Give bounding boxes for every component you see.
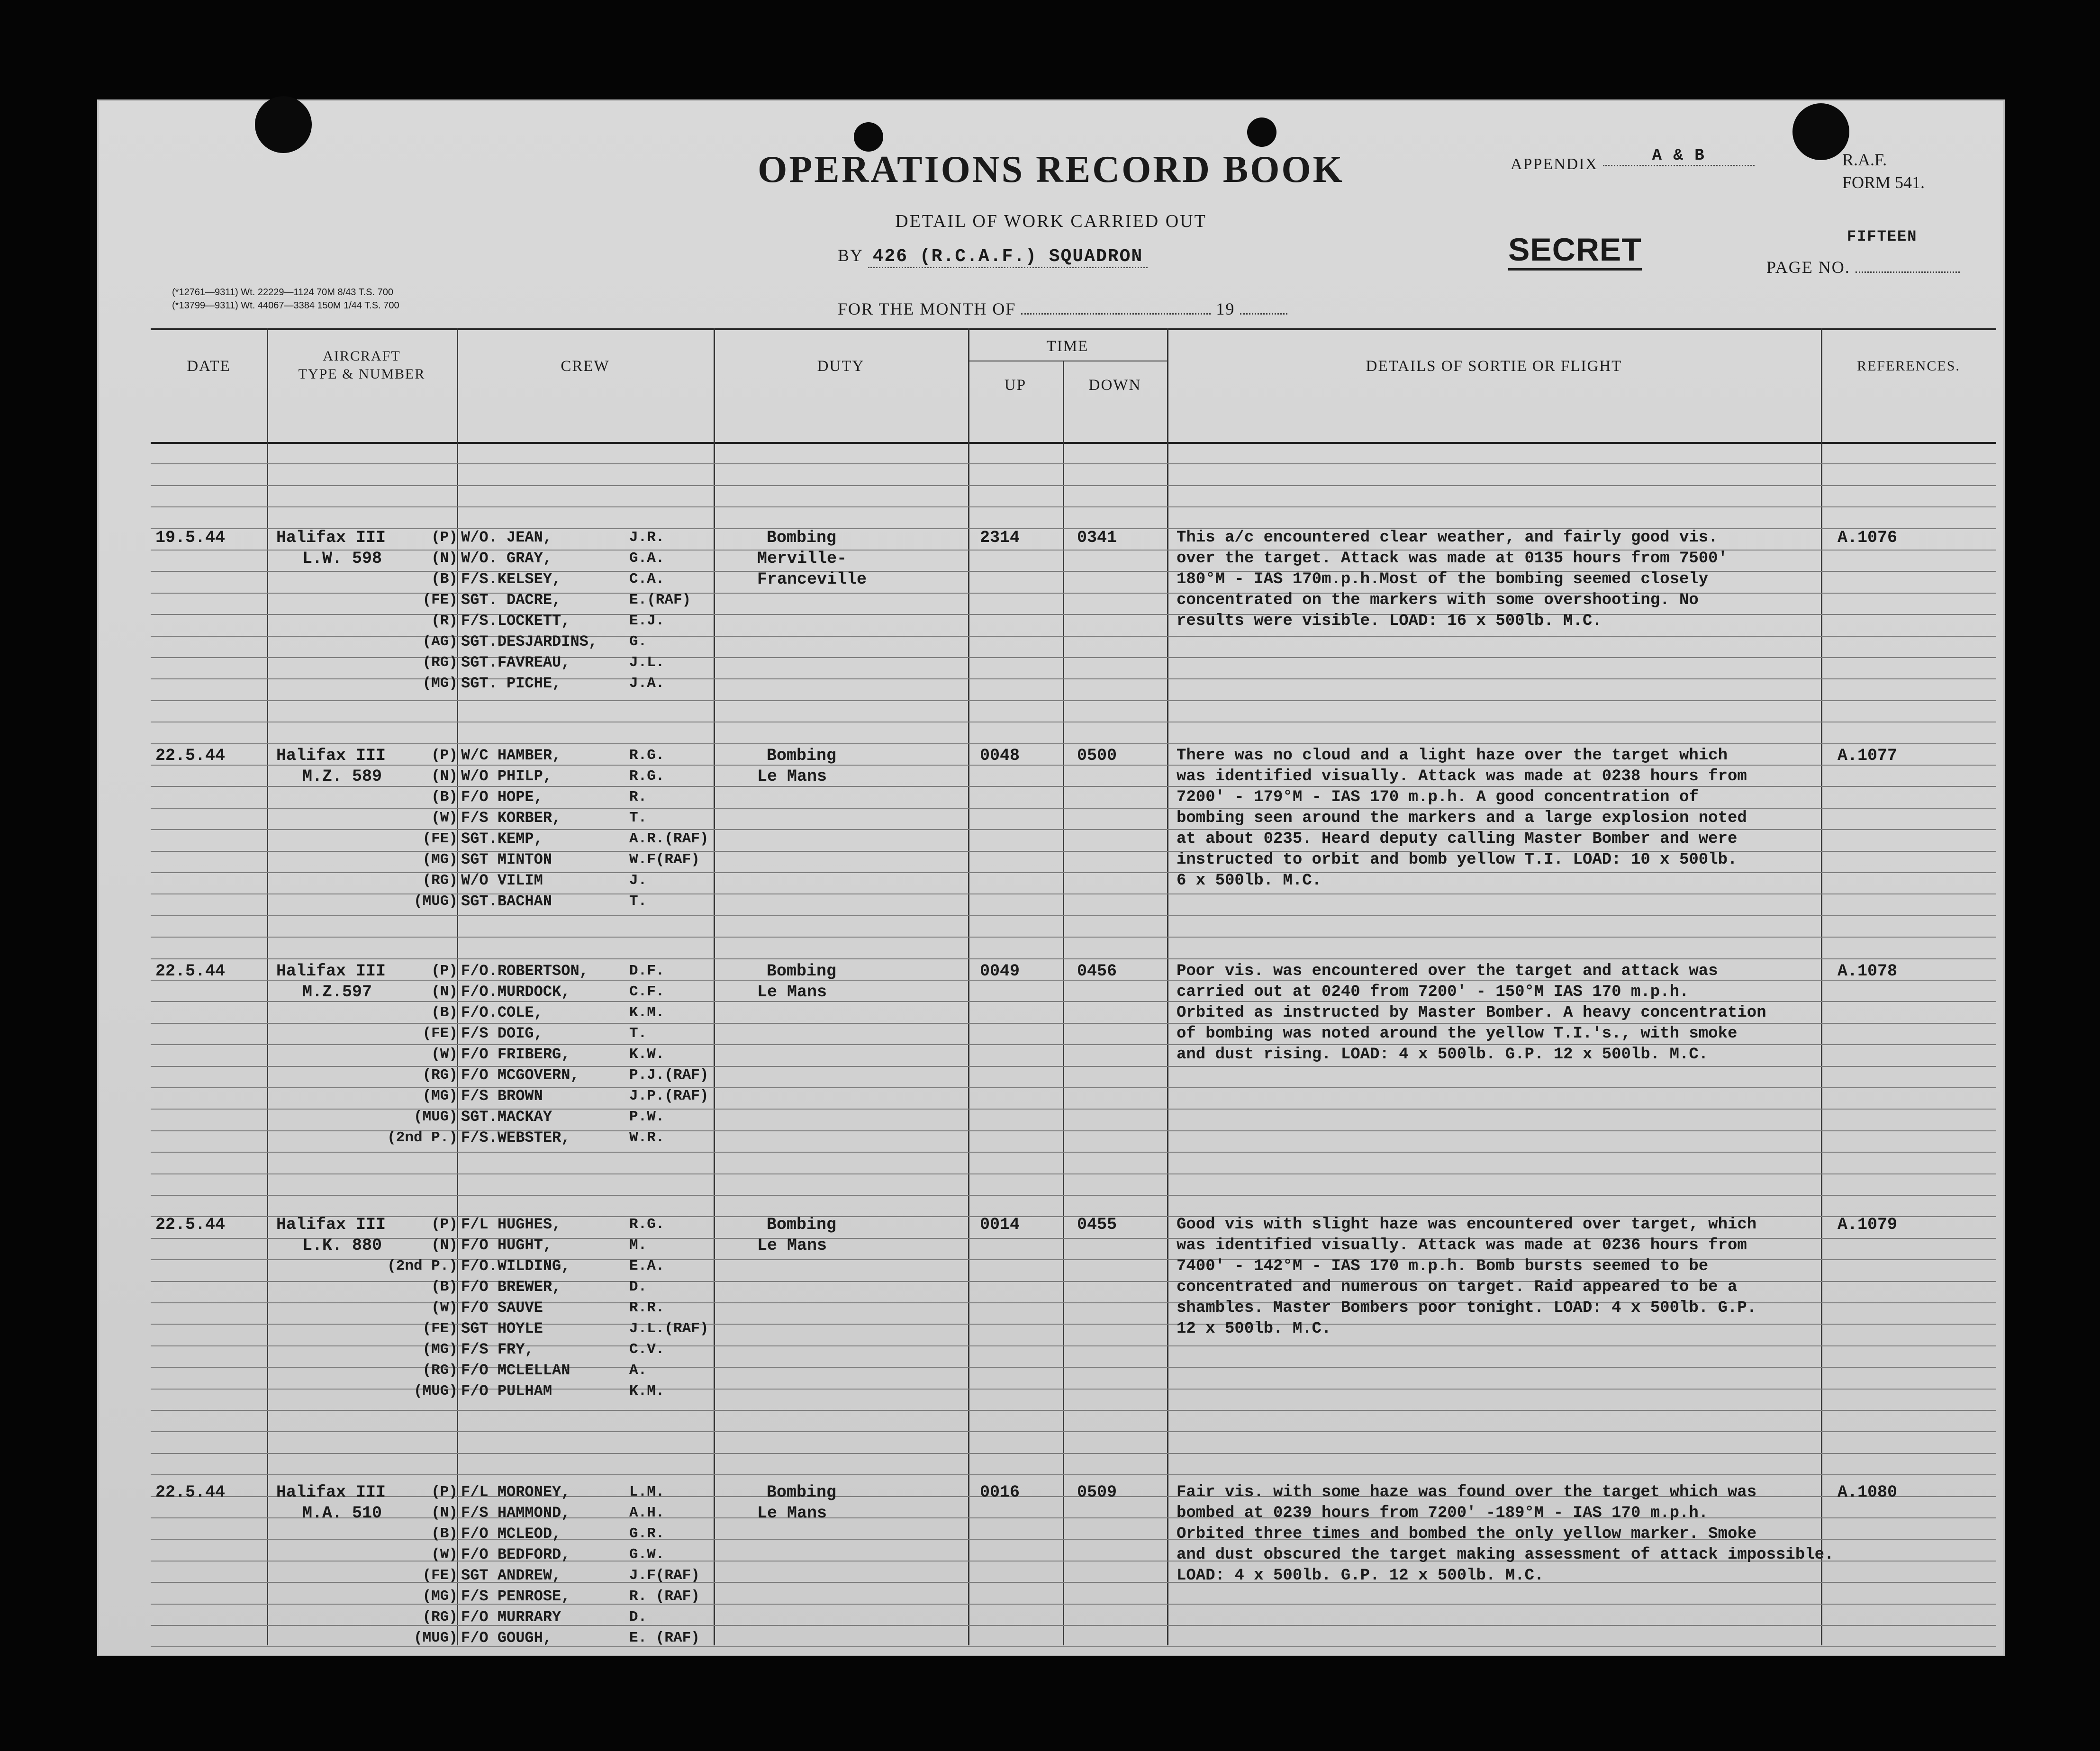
ruled-line [151,1431,1996,1432]
page-number-blank [1856,271,1960,273]
crew-initials: D. [629,1279,647,1295]
crew-role: (W) [431,1046,458,1063]
crew-role: (N) [431,768,458,785]
crew-initials: K.W. [629,1046,665,1063]
crew-initials: D.F. [629,963,665,979]
crew-initials: M. [629,1237,647,1254]
crew-name: F/O MURRARY [461,1608,561,1626]
crew-name: F/L HUGHES, [461,1216,561,1233]
form-raf: R.A.F. [1842,150,1887,169]
crew-role: (2nd P.) [387,1129,458,1146]
aircraft-type: Halifax III [276,528,386,547]
crew-role: (AG) [422,633,458,650]
appendix-value: A & B [1603,147,1755,166]
crew-role: (MG) [422,1588,458,1605]
ruled-line [151,1195,1996,1196]
time-up: 0048 [980,746,1020,765]
crew-initials: P.W. [629,1109,665,1125]
binder-hole-left [255,96,312,153]
crew-name: F/S PENROSE, [461,1588,570,1605]
sortie-detail-line: at about 0235. Heard deputy calling Master Bomber and were [1177,830,1738,848]
printer-imprint [172,286,399,312]
sortie-detail-line: over the target. Attack was made at 0135 hours from 7500' [1177,550,1728,568]
down-header: DOWN [1088,377,1141,394]
crew-initials: K.M. [629,1004,665,1021]
crew-name: F/O BEDFORD, [461,1546,570,1563]
reference-number: A.1078 [1838,962,1898,981]
form-designation [1842,148,1925,194]
crew-role: (P) [431,1484,458,1500]
crew-role: (N) [431,550,458,567]
aircraft-header [267,347,457,383]
aircraft-type: Halifax III [276,1483,386,1502]
sortie-detail-line: 7200' - 179°M - IAS 170 m.p.h. A good concentration of [1177,788,1699,806]
crew-role: (RG) [422,1362,458,1379]
time-up: 0014 [980,1215,1020,1234]
time-up: 2314 [980,528,1020,547]
crew-name: F/O.COLE, [461,1004,543,1021]
references-header: REFERENCES. [1857,358,1960,374]
crew-role: (B) [431,571,458,587]
crew-name: F/S HAMMOND, [461,1504,570,1522]
secret-classification: SECRET [1508,231,1642,271]
ruled-line [151,1453,1996,1454]
sortie-detail-line: There was no cloud and a light haze over the target which [1177,747,1728,765]
sortie-detail-line: 7400' - 142°M - IAS 170 m.p.h. Bomb bursts seemed to be [1177,1257,1709,1275]
crew-initials: J.R. [629,529,665,546]
crew-name: SGT. DACRE, [461,591,561,609]
crew-role: (FE) [422,1320,458,1337]
time-down: 0456 [1077,962,1117,981]
sortie-detail-line: Orbited as instructed by Master Bomber. A heavy concentration [1177,1004,1766,1022]
reference-number: A.1080 [1838,1483,1898,1502]
time-down: 0500 [1077,746,1117,765]
crew-initials: J.L. [629,654,665,671]
by-label: BY [838,246,863,265]
crew-name: F/S.WEBSTER, [461,1129,570,1146]
crew-role: (RG) [422,872,458,889]
crew-initials: E.(RAF) [629,592,691,608]
crew-initials: J.F(RAF) [629,1567,700,1584]
ruled-line [151,937,1996,938]
duty-header: DUTY [817,358,865,375]
crew-name: SGT MINTON [461,851,552,868]
page-number-label: PAGE NO. [1766,258,1850,277]
reference-number: A.1076 [1838,528,1898,547]
crew-name: F/O.MURDOCK, [461,983,570,1001]
crew-name: SGT.DESJARDINS, [461,633,598,650]
appendix-row [1511,147,1755,176]
crew-name: F/O MCLEOD, [461,1525,561,1543]
crew-role: (MUG) [413,1383,458,1399]
crew-initials: E.J. [629,613,665,629]
sortie-detail-line: instructed to orbit and bomb yellow T.I. LOAD: 10 x 500lb. [1177,851,1738,869]
crew-name: F/O.ROBERTSON, [461,962,588,980]
crew-name: F/S FRY, [461,1341,534,1358]
sortie-detail-line: carried out at 0240 from 7200' - 150°M IAS 170 m.p.h. [1177,983,1689,1001]
crew-name: F/O PULHAM [461,1382,552,1400]
sortie-detail-line: Poor vis. was encountered over the target and attack was [1177,962,1718,980]
page-title: OPERATIONS RECORD BOOK [758,149,1344,190]
crew-initials: R.G. [629,768,665,785]
crew-initials: J.P.(RAF) [629,1088,709,1104]
crew-role: (MG) [422,1088,458,1104]
crew-role: (N) [431,984,458,1000]
month-label: FOR THE MONTH OF [838,299,1016,318]
crew-name: F/S.LOCKETT, [461,612,570,630]
ruled-line [151,463,1996,464]
crew-name: SGT.BACHAN [461,893,552,910]
crew-role: (P) [431,1216,458,1233]
crew-name: F/O.WILDING, [461,1257,570,1275]
year-label: 19 [1216,299,1235,318]
crew-role: (P) [431,963,458,979]
appendix-label: APPENDIX [1511,155,1598,173]
sortie-detail-line: bombed at 0239 hours from 7200' -189°M - IAS 170 m.p.h. [1177,1504,1709,1522]
ruled-line [151,1410,1996,1411]
sortie-detail-line: Fair vis. with some haze was found over the target which was [1177,1483,1757,1501]
crew-initials: E. (RAF) [629,1630,700,1646]
crew-name: F/O HOPE, [461,788,543,806]
crew-initials: J.L.(RAF) [629,1320,709,1337]
crew-name: SGT ANDREW, [461,1567,561,1584]
crew-role: (P) [431,529,458,546]
duty-line: Bombing [767,962,837,981]
crew-name: F/O MCLELLAN [461,1362,570,1379]
duty-line: Le Mans [757,767,827,786]
sortie-detail-line: concentrated on the markers with some overshooting. No [1177,591,1699,609]
aircraft-number: L.K. 880 [302,1236,382,1255]
sortie-date: 22.5.44 [155,1483,226,1502]
sortie-detail-line: This a/c encountered clear weather, and fairly good vis. [1177,529,1718,547]
crew-name: F/O BREWER, [461,1278,561,1296]
crew-initials: R.G. [629,1216,665,1233]
time-up: 0016 [980,1483,1020,1502]
crew-role: (MUG) [413,1109,458,1125]
crew-name: F/S KORBER, [461,809,561,827]
crew-role: (N) [431,1237,458,1254]
duty-line: Bombing [767,528,837,547]
sortie-date: 19.5.44 [155,528,226,547]
crew-initials: A. [629,1362,647,1379]
sortie-detail-line: LOAD: 4 x 500lb. G.P. 12 x 500lb. M.C. [1177,1567,1544,1585]
crew-initials: A.H. [629,1505,665,1521]
sortie-detail-line: concentrated and numerous on target. Raid appeared to be a [1177,1278,1738,1296]
up-header: UP [1004,377,1027,394]
sortie-detail-line: Good vis with slight haze was encountered over target, which [1177,1216,1757,1234]
sortie-detail-line: bombing seen around the markers and a large explosion noted [1177,809,1747,827]
ruled-line [151,1474,1996,1475]
time-down: 0341 [1077,528,1117,547]
crew-initials: T. [629,810,647,826]
sortie-date: 22.5.44 [155,1215,226,1234]
reference-number: A.1079 [1838,1215,1898,1234]
crew-initials: T. [629,893,647,910]
duty-line: Le Mans [757,1236,827,1255]
crew-name: W/C HAMBER, [461,747,561,764]
crew-name: SGT.KEMP, [461,830,543,848]
month-row [838,299,1287,319]
crew-role: (RG) [422,1067,458,1083]
crew-role: (FE) [422,1567,458,1584]
ruled-line [151,958,1996,959]
aircraft-type: Halifax III [276,1215,386,1234]
crew-name: SGT. PICHE, [461,675,561,692]
crew-role: (FE) [422,1025,458,1042]
ruled-line [151,743,1996,744]
crew-role: (B) [431,1525,458,1542]
crew-initials: L.M. [629,1484,665,1500]
sortie-detail-line: was identified visually. Attack was made at 0238 hours from [1177,767,1747,785]
duty-line: Merville- [757,549,847,568]
time-down: 0509 [1077,1483,1117,1502]
aircraft-number: L.W. 598 [302,549,382,568]
ruled-line [151,1173,1996,1174]
ruled-line [151,1152,1996,1153]
unit-row [838,245,1148,268]
crew-name: W/O PHILP, [461,767,552,785]
crew-role: (P) [431,747,458,764]
crew-role: (W) [431,1546,458,1563]
crew-name: W/O VILIM [461,872,543,889]
date-header: DATE [187,358,231,375]
crew-name: F/O GOUGH, [461,1629,552,1647]
time-up: 0049 [980,962,1020,981]
crew-role: (MUG) [413,893,458,910]
sortie-detail-line: results were visible. LOAD: 16 x 500lb. M.C. [1177,612,1602,630]
duty-line: Franceville [757,570,867,589]
crew-role: (MG) [422,675,458,692]
crew-role: (RG) [422,1609,458,1625]
aircraft-number: M.A. 510 [302,1504,382,1523]
crew-initials: W.F(RAF) [629,851,700,868]
crew-role: (MG) [422,851,458,868]
table-top-rule [151,328,1996,330]
page-number-row [1766,228,1960,277]
crew-initials: C.V. [629,1341,665,1358]
duty-line: Bombing [767,1215,837,1234]
crew-role: (B) [431,789,458,805]
crew-name: F/S.KELSEY, [461,570,561,588]
crew-role: (MUG) [413,1630,458,1646]
crew-initials: R.R. [629,1300,665,1316]
crew-name: F/O MCGOVERN, [461,1066,579,1084]
crew-role: (B) [431,1004,458,1021]
ruled-line [151,700,1996,701]
ruled-line [151,485,1996,486]
sortie-date: 22.5.44 [155,746,226,765]
printer-imprint-line: (*12761—9311) Wt. 22229—1124 70M 8/43 T.S. 700 [172,287,393,298]
sortie-detail-line: Orbited three times and bombed the only yellow marker. Smoke [1177,1525,1757,1543]
crew-name: F/S BROWN [461,1087,543,1105]
form-number: FORM 541. [1842,173,1925,192]
crew-name: F/O HUGHT, [461,1237,552,1254]
crew-initials: R.G. [629,747,665,764]
crew-role: (MG) [422,1341,458,1358]
binder-hole-center-left [854,122,883,152]
crew-role: (R) [431,613,458,629]
sortie-detail-line: shambles. Master Bombers poor tonight. LOAD: 4 x 500lb. G.P. [1177,1299,1757,1317]
duty-line: Bombing [767,1483,837,1502]
crew-initials: J. [629,872,647,889]
aircraft-number: M.Z. 589 [302,767,382,786]
crew-initials: G.A. [629,550,665,567]
sortie-detail-line: and dust rising. LOAD: 4 x 500lb. G.P. 12 x 500lb. M.C. [1177,1046,1709,1064]
crew-initials: K.M. [629,1383,665,1399]
sortie-detail-line: 6 x 500lb. M.C. [1177,872,1322,890]
sortie-date: 22.5.44 [155,962,226,981]
printer-imprint-line: (*13799—9311) Wt. 44067—3384 150M 1/44 T.S. 700 [172,300,399,311]
sortie-detail-line: 180°M - IAS 170m.p.h.Most of the bombing seemed closely [1177,570,1709,588]
duty-line: Le Mans [757,983,827,1002]
crew-name: W/O. JEAN, [461,529,552,546]
sortie-detail-line: 12 x 500lb. M.C. [1177,1320,1331,1338]
crew-initials: J.A. [629,675,665,692]
page-number-value: FIFTEEN [1847,228,1918,245]
crew-header: CREW [561,358,610,375]
crew-name: SGT.FAVREAU, [461,654,570,671]
crew-initials: G.W. [629,1546,665,1563]
crew-initials: E.A. [629,1258,665,1274]
crew-initials: T. [629,1025,647,1042]
operations-record-sheet [97,99,2005,1656]
sortie-detail-line: and dust obscured the target making assessment of attack impossible. [1177,1546,1834,1564]
crew-name: F/O FRIBERG, [461,1046,570,1063]
sortie-detail-line: was identified visually. Attack was made at 0236 hours from [1177,1237,1747,1255]
crew-role: (N) [431,1505,458,1521]
ruled-line [151,506,1996,507]
crew-name: W/O. GRAY, [461,550,552,567]
page-subtitle: DETAIL OF WORK CARRIED OUT [895,211,1207,231]
month-blank [1021,313,1211,315]
crew-role: (W) [431,810,458,826]
aircraft-type: Halifax III [276,962,386,981]
time-header: TIME [1046,338,1089,355]
crew-initials: G.R. [629,1525,665,1542]
crew-role: (RG) [422,654,458,671]
ruled-line [151,915,1996,916]
crew-role: (FE) [422,592,458,608]
crew-name: SGT.MACKAY [461,1108,552,1126]
crew-initials: C.F. [629,984,665,1000]
binder-hole-center-right [1247,117,1276,147]
crew-role: (W) [431,1300,458,1316]
crew-initials: R. [629,789,647,805]
crew-initials: P.J.(RAF) [629,1067,709,1083]
aircraft-header-line: AIRCRAFT [323,348,401,364]
year-blank [1240,313,1287,315]
details-header: DETAILS OF SORTIE OR FLIGHT [1366,358,1622,375]
crew-name: F/O SAUVE [461,1299,543,1317]
crew-role: (B) [431,1279,458,1295]
crew-initials: W.R. [629,1129,665,1146]
crew-initials: C.A. [629,571,665,587]
crew-name: F/L MORONEY, [461,1483,570,1501]
crew-role: (FE) [422,830,458,847]
duty-line: Bombing [767,746,837,765]
duty-line: Le Mans [757,1504,827,1523]
aircraft-type: Halifax III [276,746,386,765]
crew-name: SGT HOYLE [461,1320,543,1337]
sortie-table [151,328,1996,1645]
crew-initials: D. [629,1609,647,1625]
aircraft-header-line: TYPE & NUMBER [298,366,425,382]
crew-initials: G. [629,633,647,650]
reference-number: A.1077 [1838,746,1898,765]
crew-initials: R. (RAF) [629,1588,700,1605]
crew-role: (2nd P.) [387,1258,458,1274]
sortie-detail-line: of bombing was noted around the yellow T.I.'s., with smoke [1177,1025,1738,1043]
crew-initials: A.R.(RAF) [629,830,709,847]
crew-name: F/S DOIG, [461,1025,543,1042]
aircraft-number: M.Z.597 [302,983,372,1002]
unit-value: 426 (R.C.A.F.) SQUADRON [868,246,1148,268]
time-down: 0455 [1077,1215,1117,1234]
